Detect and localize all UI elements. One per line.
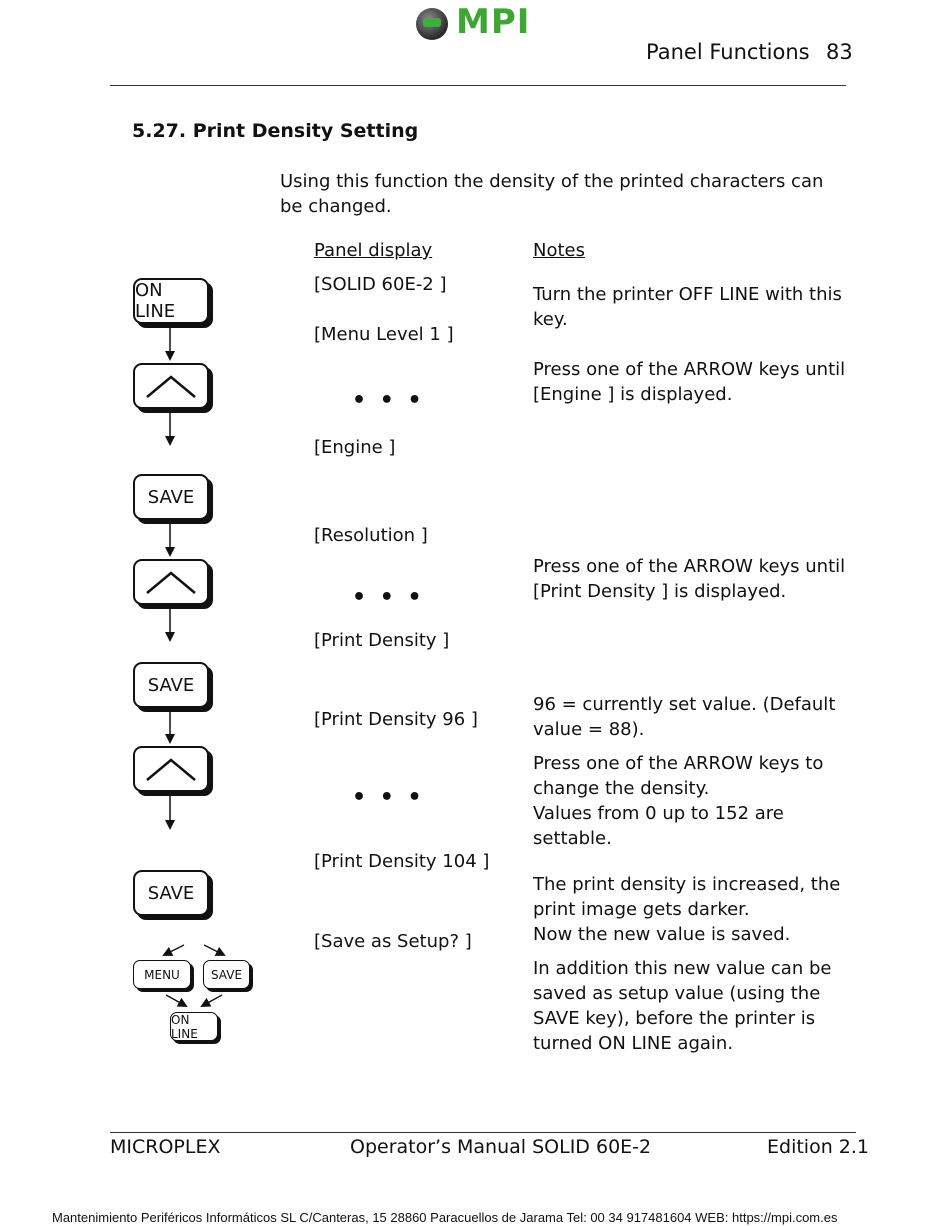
note-current-value: 96 = currently set value. (Default value = 88). [533,694,836,740]
online-key [133,278,209,324]
display-print-density: [Print Density ] [314,630,450,651]
ellipsis-dots: • • • [352,585,425,610]
arrow-up-key [133,363,209,409]
display-solid: [SOLID 60E-2 ] [314,274,447,295]
column-notes: Notes [533,240,585,261]
intro-paragraph: Using this function the density of the printed characters can be changed. [280,171,824,217]
note-arrow-engine: Press one of the ARROW keys until [Engine ] is displayed. [533,359,846,405]
save-key [133,662,209,708]
online-key-small [170,1012,218,1041]
header-page-number: 83 [826,40,853,64]
arrow-up-icon [143,567,199,597]
section-title: 5.27. Print Density Setting [132,120,419,142]
note-arrow-change: Press one of the ARROW keys to change the density. [533,753,824,799]
header-rule [110,85,846,86]
mpi-logo [416,2,536,42]
logo-text: MPI [456,2,531,42]
globe-icon [416,8,448,40]
save-key-label: SAVE [147,882,195,904]
arrow-up-icon [143,754,199,784]
footer-right: Edition 2.1 [767,1136,869,1158]
note-increased: The print density is increased, the print image gets darker. [533,874,841,920]
online-key-label: ON LINE [135,280,176,322]
footer-center: Operator’s Manual SOLID 60E-2 [350,1136,652,1158]
save-key-label: SAVE [147,674,195,696]
note-saved: Now the new value is saved. [533,924,791,945]
footer-left: MICROPLEX [110,1136,221,1158]
column-panel-display: Panel display [314,240,433,261]
footer-rule [110,1132,856,1133]
arrow-up-key [133,559,209,605]
display-print-density-104: [Print Density 104 ] [314,851,490,872]
note-offline: Turn the printer OFF LINE with this key. [533,284,842,330]
save-key [133,870,209,916]
note-setup-value: In addition this new value can be saved as setup value (using the SAVE key), before the printer is turned ON LINE again. [533,958,832,1054]
display-menu-level: [Menu Level 1 ] [314,324,454,345]
arrow-up-key [133,746,209,792]
ellipsis-dots: • • • [352,785,425,810]
display-engine: [Engine ] [314,437,396,458]
save-key-small [203,960,250,989]
display-resolution: [Resolution ] [314,525,428,546]
save-key [133,474,209,520]
display-save-as-setup: [Save as Setup? ] [314,931,472,952]
online-key-small-label: ON LINE [171,1012,198,1041]
ellipsis-dots: • • • [352,388,425,413]
save-key-small-label: SAVE [210,967,243,982]
menu-key-label: MENU [144,967,180,982]
save-key-label: SAVE [147,486,195,508]
note-arrow-print-density: Press one of the ARROW keys until [Print Density ] is displayed. [533,556,846,602]
company-info: Mantenimiento Periféricos Informáticos SL C/Canteras, 15 28860 Paracuellos de Jarama Tel: 00 34 917481604 WEB: https://mpi.com.es [52,1210,838,1225]
note-value-range: Values from 0 up to 152 are settable. [533,803,784,849]
header-section: Panel Functions [646,40,810,64]
arrow-up-icon [143,371,199,401]
display-print-density-96: [Print Density 96 ] [314,709,478,730]
menu-key [133,960,191,989]
